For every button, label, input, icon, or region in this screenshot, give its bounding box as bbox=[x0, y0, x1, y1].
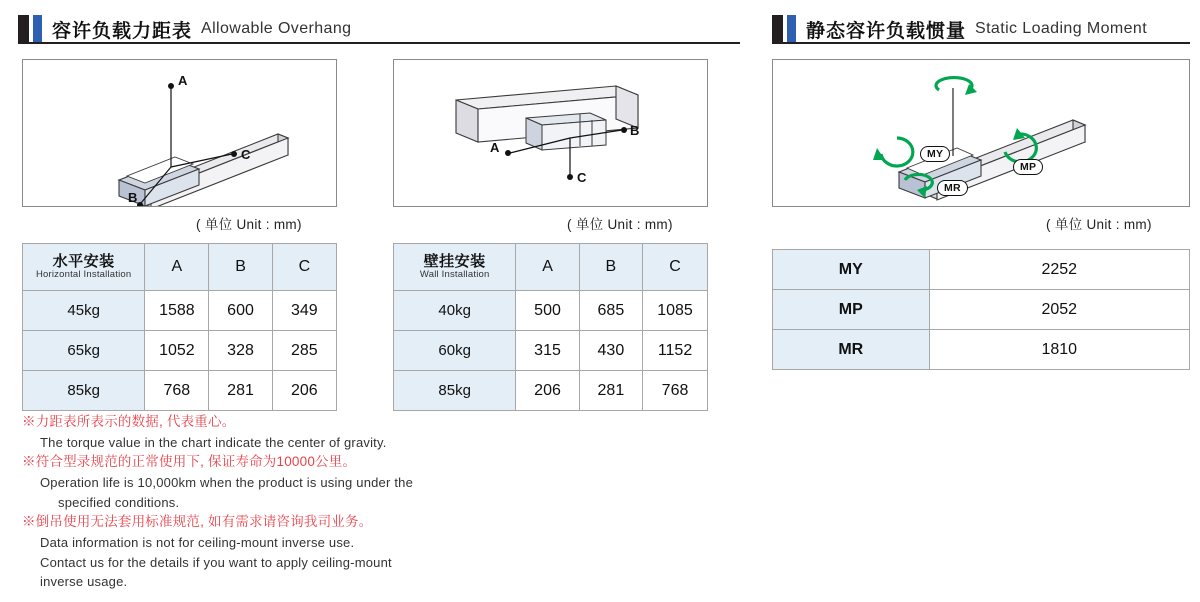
note-cn-1: ※力距表所表示的数据, 代表重心。 bbox=[22, 414, 236, 429]
notes-block bbox=[22, 412, 542, 592]
cell-85kg-a: 768 bbox=[145, 371, 209, 411]
row-label-mp: MP bbox=[773, 290, 930, 330]
section-title-en-right: Static Loading Moment bbox=[975, 20, 1148, 37]
note-en-3a: Data information is not for ceiling-mount inverse use. bbox=[40, 535, 355, 551]
cell-60kg-a: 315 bbox=[516, 331, 579, 371]
header-accent-bar-dark bbox=[18, 15, 29, 43]
col-header-install-type-cn: 水平安装 bbox=[52, 253, 115, 271]
svg-text:C: C bbox=[577, 170, 587, 185]
cell-40kg-b: 685 bbox=[579, 291, 642, 331]
note-cn-2: ※符合型录规范的正常使用下, 保证寿命为10000公里。 bbox=[22, 454, 357, 470]
row-label-60kg: 60kg bbox=[394, 331, 516, 371]
cell-mr-value: 1810 bbox=[929, 330, 1189, 370]
unit-label-fig3: ( 单位 Unit : mm) bbox=[1046, 217, 1152, 232]
header-rule-left bbox=[18, 42, 740, 44]
svg-text:A: A bbox=[178, 73, 188, 88]
cell-40kg-c: 1085 bbox=[643, 291, 708, 331]
note-en-3c: inverse usage. bbox=[40, 574, 128, 590]
cell-45kg-b: 600 bbox=[209, 291, 272, 331]
table-row bbox=[773, 290, 1190, 330]
table-row bbox=[23, 371, 337, 411]
col-header-a: A bbox=[145, 244, 209, 291]
col-header-b: B bbox=[579, 244, 642, 291]
section-title-cn-right: 静态容许负载惯量 bbox=[806, 20, 967, 42]
table-row bbox=[394, 291, 708, 331]
cell-40kg-a: 500 bbox=[516, 291, 579, 331]
table-static-loading-moment bbox=[772, 249, 1190, 370]
figure-static-loading-moment bbox=[772, 59, 1190, 207]
row-label-45kg: 45kg bbox=[23, 291, 145, 331]
section-title-en: Allowable Overhang bbox=[201, 20, 352, 37]
cell-85kg-b: 281 bbox=[209, 371, 272, 411]
header-accent-bar-dark-right bbox=[772, 15, 783, 43]
table-row bbox=[773, 250, 1190, 290]
table-row bbox=[23, 291, 337, 331]
note-en-2a: Operation life is 10,000km when the product is using under the bbox=[40, 475, 414, 491]
row-label-65kg: 65kg bbox=[23, 331, 145, 371]
table-header-row bbox=[23, 244, 337, 291]
svg-text:A: A bbox=[490, 140, 500, 155]
moment-tag-my: MY bbox=[920, 146, 950, 162]
cell-65kg-a: 1052 bbox=[145, 331, 209, 371]
moment-tag-mr: MR bbox=[937, 180, 968, 196]
row-label-85kg: 85kg bbox=[394, 371, 516, 411]
table-horizontal-installation bbox=[22, 243, 337, 411]
table-row bbox=[394, 331, 708, 371]
svg-text:C: C bbox=[241, 147, 251, 162]
svg-text:B: B bbox=[630, 123, 640, 138]
cell-my-value: 2252 bbox=[929, 250, 1189, 290]
section-header-allowable-overhang bbox=[18, 14, 351, 44]
cell-60kg-b: 430 bbox=[579, 331, 642, 371]
cell-85kg-c: 206 bbox=[272, 371, 336, 411]
figure-horizontal-installation bbox=[22, 59, 337, 207]
note-en-3b: Contact us for the details if you want to apply ceiling-mount bbox=[40, 554, 392, 570]
table-header-row bbox=[394, 244, 708, 291]
unit-label-fig2: ( 单位 Unit : mm) bbox=[567, 217, 673, 232]
note-en-1: The torque value in the chart indicate the center of gravity. bbox=[40, 434, 387, 450]
section-header-static-loading-moment bbox=[772, 14, 1147, 44]
cell-60kg-c: 1152 bbox=[643, 331, 708, 371]
table-row bbox=[394, 371, 708, 411]
header-accent-bar-blue-right bbox=[787, 15, 796, 43]
row-label-mr: MR bbox=[773, 330, 930, 370]
horizontal-rail-illustration bbox=[23, 60, 336, 206]
note-cn-3: ※倒吊使用无法套用标准规范, 如有需求请咨询我司业务。 bbox=[22, 514, 373, 530]
moment-tag-mp: MP bbox=[1013, 159, 1043, 175]
col-header-b: B bbox=[209, 244, 272, 291]
header-rule-right bbox=[772, 42, 1190, 44]
row-label-my: MY bbox=[773, 250, 930, 290]
unit-label-fig1: ( 单位 Unit : mm) bbox=[196, 217, 302, 232]
cell-65kg-b: 328 bbox=[209, 331, 272, 371]
table-row bbox=[773, 330, 1190, 370]
cell-85kg-c: 768 bbox=[643, 371, 708, 411]
cell-85kg-b: 281 bbox=[579, 371, 642, 411]
col-header-a: A bbox=[516, 244, 579, 291]
col-header-install-type bbox=[394, 244, 516, 291]
note-en-2b: specified conditions. bbox=[58, 494, 180, 510]
cell-mp-value: 2052 bbox=[929, 290, 1189, 330]
section-title-cn: 容许负载力距表 bbox=[52, 20, 193, 42]
row-label-85kg: 85kg bbox=[23, 371, 145, 411]
cell-45kg-a: 1588 bbox=[145, 291, 209, 331]
col-header-install-type-en: Horizontal Installation bbox=[35, 269, 132, 281]
col-header-c: C bbox=[272, 244, 336, 291]
moment-rail-illustration bbox=[773, 60, 1189, 206]
cell-45kg-c: 349 bbox=[272, 291, 336, 331]
svg-text:B: B bbox=[128, 190, 138, 205]
header-accent-bar-blue bbox=[33, 15, 42, 43]
figure-wall-installation bbox=[393, 59, 708, 207]
table-row bbox=[23, 331, 337, 371]
row-label-40kg: 40kg bbox=[394, 291, 516, 331]
cell-85kg-a: 206 bbox=[516, 371, 579, 411]
cell-65kg-c: 285 bbox=[272, 331, 336, 371]
wall-rail-illustration bbox=[394, 60, 707, 206]
col-header-install-type-cn: 壁挂安装 bbox=[423, 253, 486, 271]
table-wall-installation bbox=[393, 243, 708, 411]
col-header-install-type-en: Wall Installation bbox=[419, 269, 490, 281]
col-header-install-type bbox=[23, 244, 145, 291]
col-header-c: C bbox=[643, 244, 708, 291]
